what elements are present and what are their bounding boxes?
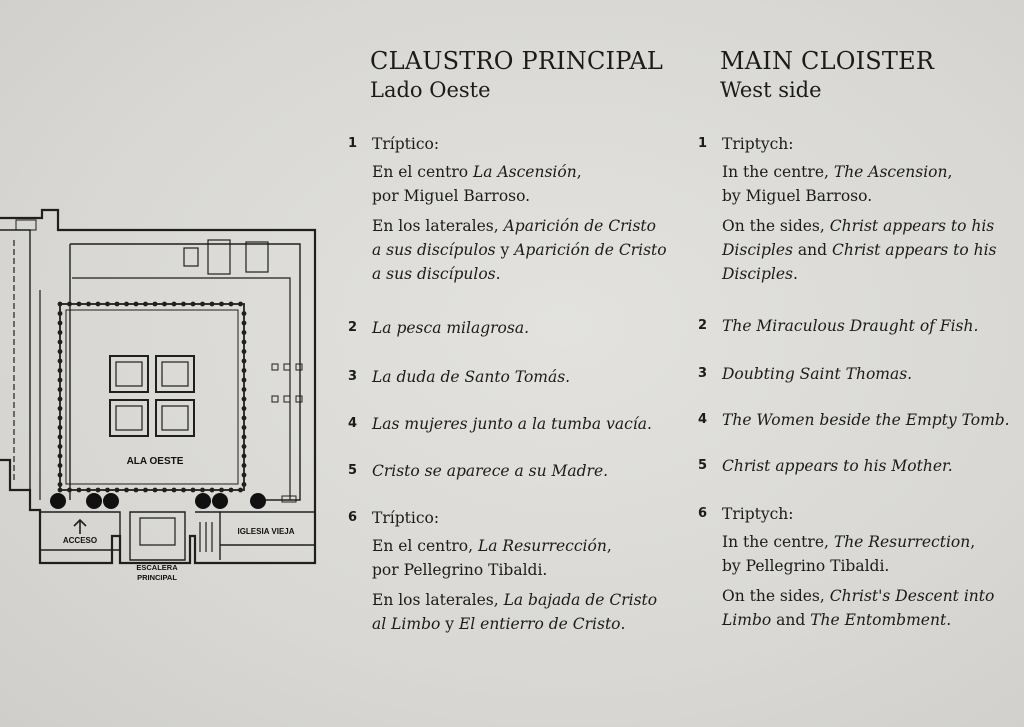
spanish-title: CLAUSTRO PRINCIPAL <box>370 47 664 75</box>
arcade-column <box>242 330 247 335</box>
arcade-column <box>58 349 63 354</box>
item-number: 2 <box>698 318 708 333</box>
english-subtitle: West side <box>720 78 822 102</box>
arcade-column <box>96 302 101 307</box>
item-title: La pesca milagrosa. <box>372 319 529 337</box>
plan-label-stair-line2: PRINCIPAL <box>137 573 177 582</box>
pillar-marker <box>250 493 266 509</box>
item-title: The Women beside the Empty Tomb. <box>722 411 1010 429</box>
item-number: 3 <box>698 366 708 381</box>
arcade-column <box>200 302 205 307</box>
item-number: 3 <box>348 369 358 384</box>
arcade-column <box>58 378 63 383</box>
item-label: Triptych: <box>722 505 794 523</box>
arcade-column <box>162 302 167 307</box>
pillar-marker <box>86 493 102 509</box>
item-center-text: In the centre, The Resurrection, by Pellegrino Tibaldi. <box>722 533 976 575</box>
item-title: Las mujeres junto a la tumba vacía. <box>372 415 652 433</box>
plan-label-entrance: ACCESO <box>62 536 98 545</box>
item-center-text: In the centre, The Ascension, by Miguel Barroso. <box>722 163 953 205</box>
item-sides-text: On the sides, Christ appears to his Disciples and Christ appears to his Disciples. <box>722 217 997 283</box>
item-number: 5 <box>348 463 358 478</box>
arcade-column <box>238 302 243 307</box>
arcade-column <box>242 454 247 459</box>
arcade-column <box>134 488 139 493</box>
arcade-column <box>86 488 91 493</box>
arcade-column <box>181 302 186 307</box>
arcade-column <box>58 454 63 459</box>
item-number: 2 <box>348 320 358 335</box>
arcade-column <box>58 359 63 364</box>
arcade-column <box>200 488 205 493</box>
arcade-column <box>229 302 234 307</box>
item-sides-text: On the sides, Christ's Descent into Limbo and The Entombment. <box>722 587 995 629</box>
english-item-3 <box>698 362 1024 386</box>
arcade-column <box>242 473 247 478</box>
item-title: Doubting Saint Thomas. <box>722 365 913 383</box>
english-item-2 <box>698 314 1024 338</box>
arcade-column <box>58 425 63 430</box>
arcade-column <box>58 368 63 373</box>
arcade-column <box>96 488 101 493</box>
item-label: Tríptico: <box>372 509 440 527</box>
item-title: Christ appears to his Mother. <box>722 457 953 475</box>
item-number: 1 <box>698 136 708 151</box>
item-title: La duda de Santo Tomás. <box>372 368 571 386</box>
arcade-column <box>242 378 247 383</box>
arcade-column <box>242 387 247 392</box>
arcade-column <box>58 444 63 449</box>
floor-plan <box>0 200 330 590</box>
item-sides-text: En los laterales, La bajada de Cristo al Limbo y El entierro de Cristo. <box>372 591 658 633</box>
arcade-column <box>58 463 63 468</box>
arcade-column <box>242 311 247 316</box>
arcade-column <box>242 340 247 345</box>
english-item-5 <box>698 454 1024 478</box>
english-column <box>698 46 1024 629</box>
arcade-column <box>181 488 186 493</box>
item-number: 5 <box>698 458 708 473</box>
spanish-subtitle: Lado Oeste <box>370 78 491 102</box>
arcade-column <box>143 302 148 307</box>
item-center-text: En el centro La Ascensión, por Miguel Barroso. <box>372 163 582 205</box>
english-item-4 <box>698 408 1024 432</box>
pillar-marker <box>212 493 228 509</box>
item-center-text: En el centro, La Resurrección, por Pellegrino Tibaldi. <box>372 537 612 579</box>
arcade-column <box>238 488 243 493</box>
arcade-column <box>58 397 63 402</box>
arcade-column <box>67 488 72 493</box>
arcade-column <box>134 302 139 307</box>
arcade-column <box>242 425 247 430</box>
pillar-marker <box>103 493 119 509</box>
item-sides-text: En los laterales, Aparición de Cristo a sus discípulos y Aparición de Cristo a sus discípulos. <box>372 217 667 283</box>
pillar-marker <box>50 493 66 509</box>
arcade-column <box>58 416 63 421</box>
item-number: 1 <box>348 136 358 151</box>
spanish-item-3 <box>348 365 678 389</box>
arcade-column <box>58 435 63 440</box>
spanish-item-5 <box>348 459 678 483</box>
arcade-column <box>77 488 82 493</box>
arcade-column <box>58 488 63 493</box>
english-item-1 <box>698 132 1024 286</box>
english-title: MAIN CLOISTER <box>720 47 935 75</box>
spanish-item-2 <box>348 316 678 340</box>
arcade-column <box>58 321 63 326</box>
item-number: 4 <box>698 412 708 427</box>
arcade-column <box>219 302 224 307</box>
item-number: 6 <box>348 510 358 525</box>
arcade-column <box>58 330 63 335</box>
arcade-column <box>153 488 158 493</box>
arcade-column <box>242 321 247 326</box>
arcade-column <box>191 488 196 493</box>
arcade-column <box>58 302 63 307</box>
spanish-item-4 <box>348 412 678 436</box>
item-label: Triptych: <box>722 135 794 153</box>
arcade-column <box>210 488 215 493</box>
arcade-column <box>153 302 158 307</box>
arcade-column <box>105 488 110 493</box>
arcade-column <box>242 368 247 373</box>
plan-label-stair-line1: ESCALERA <box>136 563 178 572</box>
arcade-column <box>242 359 247 364</box>
arcade-column <box>210 302 215 307</box>
spanish-column <box>348 46 678 633</box>
arcade-column <box>242 416 247 421</box>
item-number: 4 <box>348 416 358 431</box>
plan-label-old-church: IGLESIA VIEJA <box>237 527 295 536</box>
spanish-item-1 <box>348 132 678 286</box>
arcade-column <box>105 302 110 307</box>
arcade-column <box>143 488 148 493</box>
english-item-6 <box>698 502 1024 632</box>
arcade-column <box>115 302 120 307</box>
arcade-column <box>86 302 91 307</box>
arcade-column <box>77 302 82 307</box>
arcade-column <box>172 302 177 307</box>
arcade-column <box>219 488 224 493</box>
item-title: The Miraculous Draught of Fish. <box>722 317 979 335</box>
arcade-column <box>58 473 63 478</box>
plan-label-west-wing: ALA OESTE <box>126 456 184 467</box>
floor-plan-drawing <box>0 200 330 590</box>
arcade-column <box>191 302 196 307</box>
arcade-column <box>242 435 247 440</box>
arcade-column <box>58 406 63 411</box>
arcade-column <box>242 349 247 354</box>
arcade-column <box>242 463 247 468</box>
arcade-column <box>58 340 63 345</box>
arcade-column <box>67 302 72 307</box>
item-title: Cristo se aparece a su Madre. <box>372 462 609 480</box>
arcade-column <box>115 488 120 493</box>
spanish-item-6 <box>348 506 678 636</box>
arcade-column <box>124 302 129 307</box>
arcade-column <box>242 406 247 411</box>
arcade-column <box>172 488 177 493</box>
arcade-column <box>242 397 247 402</box>
item-label: Tríptico: <box>372 135 440 153</box>
arcade-column <box>242 444 247 449</box>
arcade-column <box>162 488 167 493</box>
item-number: 6 <box>698 506 708 521</box>
arcade-column <box>58 482 63 487</box>
arcade-column <box>124 488 129 493</box>
arcade-column <box>229 488 234 493</box>
arcade-column <box>58 387 63 392</box>
pillar-marker <box>195 493 211 509</box>
arcade-column <box>242 482 247 487</box>
arcade-column <box>58 311 63 316</box>
